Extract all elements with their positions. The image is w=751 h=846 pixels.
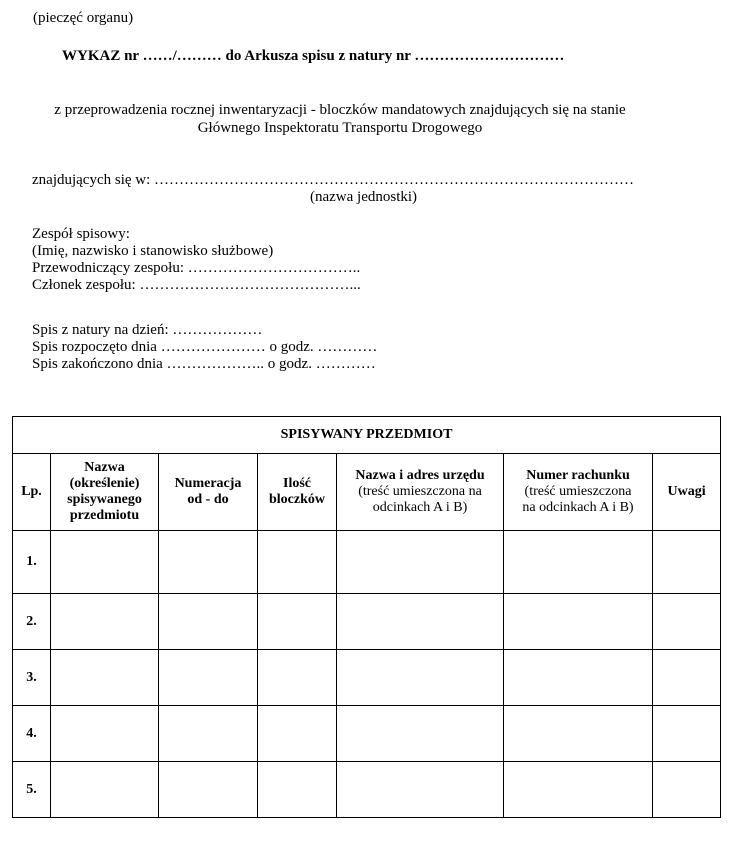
cell-notes[interactable] (653, 594, 721, 650)
cell-office[interactable] (337, 650, 504, 706)
row-number: 4. (13, 706, 51, 762)
end-date-line: Spis zakończono dnia ……………….. o godz. ………… (32, 356, 376, 372)
start-date-line: Spis rozpoczęto dnia ………………… o godz. ………… (32, 339, 378, 355)
cell-name[interactable] (51, 762, 159, 818)
cell-account[interactable] (504, 531, 653, 594)
cell-quantity[interactable] (258, 762, 337, 818)
team-heading: Zespół spisowy: (32, 226, 130, 242)
cell-account[interactable] (504, 706, 653, 762)
cell-quantity[interactable] (258, 706, 337, 762)
col-header-lp: Lp. (13, 454, 51, 531)
inventory-team (32, 226, 361, 294)
cell-account[interactable] (504, 650, 653, 706)
cell-account[interactable] (504, 762, 653, 818)
cell-name[interactable] (51, 531, 159, 594)
cell-numbering[interactable] (159, 594, 258, 650)
cell-office[interactable] (337, 531, 504, 594)
cell-notes[interactable] (653, 706, 721, 762)
col-header-account: Numer rachunku (treść umieszczona na odcinkach A i B) (504, 454, 653, 531)
intro-text (0, 101, 680, 137)
cell-numbering[interactable] (159, 706, 258, 762)
col-header-quantity: Ilość bloczków (258, 454, 337, 531)
location-caption: (nazwa jednostki) (310, 189, 418, 205)
cell-name[interactable] (51, 706, 159, 762)
cell-quantity[interactable] (258, 594, 337, 650)
location-line: znajdujących się w: …………………………………………………………………………………… (32, 172, 635, 188)
table-row (13, 706, 721, 762)
cell-notes[interactable] (653, 650, 721, 706)
table-row (13, 531, 721, 594)
cell-name[interactable] (51, 650, 159, 706)
intro-line-2: Głównego Inspektoratu Transportu Drogowego (197, 120, 483, 136)
team-member: Członek zespołu: ……………………………………... (32, 277, 361, 293)
inventory-table (12, 416, 721, 818)
row-number: 5. (13, 762, 51, 818)
cell-notes[interactable] (653, 531, 721, 594)
cell-account[interactable] (504, 594, 653, 650)
col-header-office: Nazwa i adres urzędu (treść umieszczona na odcinkach A i B) (337, 454, 504, 531)
cell-numbering[interactable] (159, 650, 258, 706)
inventory-date-line: Spis z natury na dzień: ……………… (32, 322, 263, 338)
row-number: 2. (13, 594, 51, 650)
document-title: WYKAZ nr ……/……… do Arkusza spisu z natury nr ………………………… (62, 48, 565, 64)
cell-office[interactable] (337, 594, 504, 650)
stamp-placeholder: (pieczęć organu) (33, 10, 134, 26)
team-chair: Przewodniczący zespołu: …………………………….. (32, 260, 361, 276)
team-subheading: (Imię, nazwisko i stanowisko służbowe) (32, 243, 274, 259)
cell-quantity[interactable] (258, 531, 337, 594)
table-row (13, 594, 721, 650)
cell-quantity[interactable] (258, 650, 337, 706)
cell-notes[interactable] (653, 762, 721, 818)
row-number: 1. (13, 531, 51, 594)
table-row (13, 650, 721, 706)
row-number: 3. (13, 650, 51, 706)
inventory-dates (32, 322, 377, 373)
cell-office[interactable] (337, 706, 504, 762)
col-header-notes: Uwagi (653, 454, 721, 531)
table-row (13, 762, 721, 818)
cell-numbering[interactable] (159, 531, 258, 594)
cell-office[interactable] (337, 762, 504, 818)
table-caption: SPISYWANY PRZEDMIOT (13, 417, 721, 454)
intro-line-1: z przeprowadzenia rocznej inwentaryzacji - bloczków mandatowych znajdujących się na stanie (54, 102, 626, 118)
cell-numbering[interactable] (159, 762, 258, 818)
col-header-name: Nazwa (określenie) spisywanego przedmiotu (51, 454, 159, 531)
cell-name[interactable] (51, 594, 159, 650)
col-header-numbering: Numeracja od - do (159, 454, 258, 531)
